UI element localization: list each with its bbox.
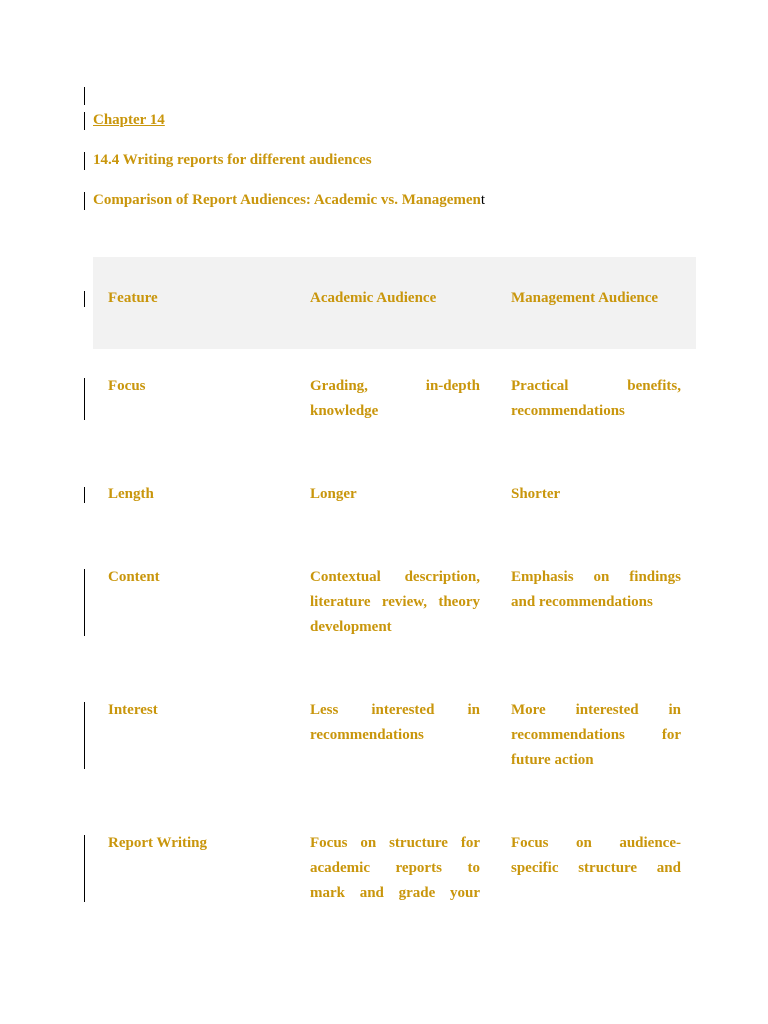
- row-interest-feature: Interest: [108, 702, 158, 718]
- change-bar: [84, 152, 85, 170]
- change-bar: [84, 569, 85, 636]
- text-line: Contextual description,: [310, 569, 480, 585]
- row-length-feature: Length: [108, 486, 154, 502]
- text-line: Focus on structure for: [310, 835, 480, 851]
- chapter-heading[interactable]: Chapter 14: [93, 112, 165, 128]
- table-caption: [93, 192, 485, 209]
- change-bar: [84, 835, 85, 902]
- text-line: Practical benefits,: [511, 378, 681, 394]
- change-bar: [84, 87, 85, 105]
- text-line: and recommendations: [511, 594, 653, 610]
- table-caption-main: Comparison of Report Audiences: Academic vs. Managemen: [93, 192, 481, 208]
- text-line: Emphasis on findings: [511, 569, 681, 585]
- row-length-academic: [310, 482, 480, 507]
- header-academic: Academic Audience: [310, 290, 437, 306]
- row-focus-academic: [310, 374, 480, 424]
- text-line: Focus on audience-: [511, 835, 681, 851]
- row-length-management: [511, 482, 681, 507]
- row-interest-academic: [310, 698, 480, 748]
- header-management: Management Audience: [511, 290, 659, 306]
- row-content-academic: [310, 565, 480, 640]
- header-feature: Feature: [108, 290, 158, 306]
- text-line: Longer: [310, 486, 357, 502]
- row-focus-feature: Focus: [108, 378, 146, 394]
- text-line: literature review, theory: [310, 594, 480, 610]
- text-line: academic reports to: [310, 860, 480, 876]
- row-content-feature: Content: [108, 569, 160, 585]
- change-bar: [84, 487, 85, 503]
- text-line: mark and grade your: [310, 885, 480, 901]
- text-line: knowledge: [310, 403, 379, 419]
- change-bar: [84, 192, 85, 210]
- text-line: Shorter: [511, 486, 561, 502]
- change-bar: [84, 291, 85, 307]
- text-line: More interested in: [511, 702, 681, 718]
- change-bar: [84, 702, 85, 769]
- section-heading: 14.4 Writing reports for different audiences: [93, 152, 372, 168]
- text-line: recommendations: [310, 727, 424, 743]
- text-line: recommendations: [511, 403, 625, 419]
- table-caption-tail: t: [480, 192, 486, 208]
- text-line: recommendations for: [511, 727, 681, 743]
- row-content-management: [511, 565, 681, 615]
- change-bar: [84, 378, 85, 420]
- change-bar: [84, 112, 85, 130]
- text-line: development: [310, 619, 392, 635]
- text-line: future action: [511, 752, 594, 768]
- row-focus-management: [511, 374, 681, 424]
- row-report-writing-academic: [310, 831, 480, 906]
- text-line: Grading, in-depth: [310, 378, 480, 394]
- row-report-writing-management: [511, 831, 681, 881]
- row-report-writing-feature: Report Writing: [108, 835, 208, 851]
- row-interest-management: [511, 698, 681, 773]
- text-line: Less interested in: [310, 702, 480, 718]
- text-line: specific structure and: [511, 860, 681, 876]
